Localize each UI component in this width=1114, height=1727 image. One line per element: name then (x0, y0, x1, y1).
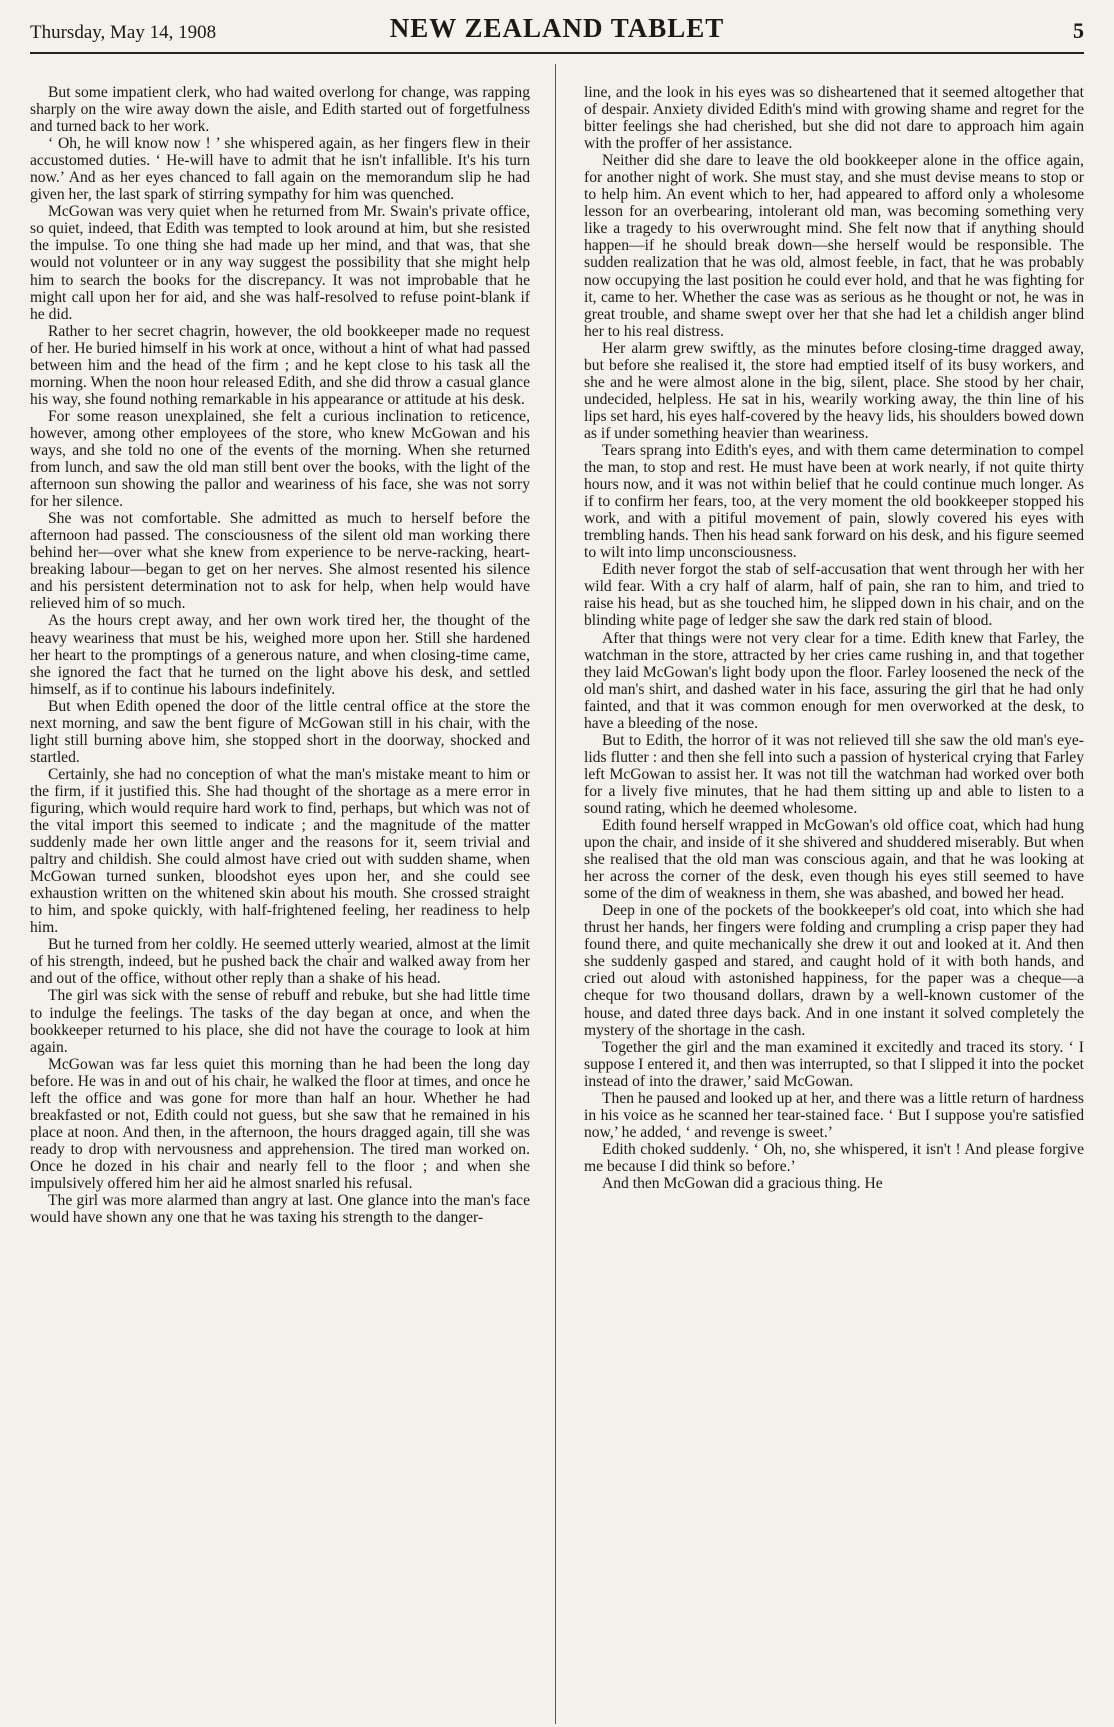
paragraph: As the hours crept away, and her own work tired her, the thought of the heavy weariness that must be his, weighed more upon her. Still she hardened her heart to the promptings of a generous nature, and when closing-time came, she ignored the fact that he turned on the light above his desk, and settled himself, as if to continue his labours indefinitely. (30, 612, 530, 698)
paragraph: ‘ Oh, he will know now ! ’ she whispered again, as her fingers flew in their accustomed duties. ‘ He-will have to admit that he isn't infallible. It's his turn now.’ And as her eyes chanced to fall again on the memorandum slip he had given her, the last spark of stirring sympathy for him was quenched. (30, 135, 530, 204)
paragraph: But some impatient clerk, who had waited overlong for change, was rapping sharply on the wire away down the aisle, and Edith started out of forgetfulness and turned back to her work. (30, 84, 530, 136)
issue-date: Thursday, May 14, 1908 (30, 22, 217, 43)
right-column (584, 84, 1084, 1226)
paragraph: Neither did she dare to leave the old bookkeeper alone in the office again, for another night of work. She must stay, and she must devise means to stop or to help him. An event which to her, had appeared to afford only a wholesome lesson for an overbearing, intolerant old man, was becoming something very like a tragedy to his overwrought mind. She felt now that if anything should happen—if he should break down—she herself would be responsible. The sudden realization that he was old, almost feeble, in fact, that he was probably now occupying the last position he could ever hold, and that he was fighting for it, came to her. Whether the case was as serious as he thought or not, he was in great trouble, and shame swept over her that she had let a childish anger blind her to his real distress. (584, 152, 1084, 340)
page-number: 5 (1073, 18, 1084, 43)
paragraph: She was not comfortable. She admitted as much to herself before the afternoon had passed. The consciousness of the silent old man working there behind her—over what she knew from experience to be nerve-racking, heart-breaking labour—began to get on her nerves. She almost resented his silence and his persistent determination not to ask for help, when help would have relieved him of so much. (30, 510, 530, 613)
article-columns (30, 84, 1084, 1226)
paragraph: Certainly, she had no conception of what the man's mistake meant to him or the firm, if it justified this. She had thought of the shortage as a mere error in figuring, which would require hard work to find, perhaps, but which was not of the vital import this seemed to indicate ; and the magnitude of the matter suddenly made her own little anger and the reasons for it, seem trivial and paltry and childish. She could almost have cried out with sudden shame, when McGowan turned sunken, bloodshot eyes upon her, and she could see exhaustion written on the whitened skin about his mouth. She crossed straight to him, and spoke quickly, with half-frightened feeling, her readiness to help him. (30, 765, 530, 937)
paragraph: Then he paused and looked up at her, and there was a little return of hardness in his voice as he scanned her tear-stained face. ‘ But I suppose you're satisfied now,’ he added, ‘ and revenge is sweet.’ (584, 1089, 1084, 1141)
paragraph: But to Edith, the horror of it was not relieved till she saw the old man's eye-lids flutter : and then she fell into such a passion of hysterical crying that Farley left McGowan to assist her. It was not till the watchman had worked over both for a lively five minutes, that he had them sitting up and able to listen to a sound rating, which he deemed wholesome. (584, 731, 1084, 817)
paragraph: Deep in one of the pockets of the bookkeeper's old coat, into which she had thrust her hands, her fingers were folding and crumpling a crisp paper they had found there, and quite mechanically she drew it out and looked at it. And then she suddenly gasped and stared, and caught hold of it with both hands, and cried out aloud with astonished happiness, for the paper was a cheque—a cheque for two thousand dollars, drawn by a well-known customer of the house, and dated three days back. And in one instant it solved completely the mystery of the shortage in the cash. (584, 902, 1084, 1039)
paragraph: Edith found herself wrapped in McGowan's old office coat, which had hung upon the chair, and inside of it she shivered and shuddered miserably. But when she realised that the old man was conscious again, and that he was looking at her across the corner of the desk, even though his eyes still seemed to have some of the dim of weakness in them, she was abashed, and bowed her head. (584, 817, 1084, 903)
column-divider (555, 64, 556, 1724)
paragraph: Edith choked suddenly. ‘ Oh, no, she whispered, it isn't ! And please forgive me because I did think so before.’ (584, 1140, 1084, 1175)
paragraph: line, and the look in his eyes was so disheartened that it seemed altogether that of despair. Anxiety divided Edith's mind with growing shame and regret for the bitter feelings she had cherished, but she did not dare to approach him again with the proffer of her assistance. (584, 84, 1084, 153)
paragraph: Edith never forgot the stab of self-accusation that went through her with her wild fear. With a cry half of alarm, half of pain, she ran to him, and tried to raise his head, but as she touched him, he slipped down in his chair, and on the blinding white page of ledger she saw the dark red stain of blood. (584, 561, 1084, 630)
paragraph: Tears sprang into Edith's eyes, and with them came determination to compel the man, to stop and rest. He must have been at work nearly, if not quite thirty hours now, and it was not within belief that he could continue much longer. As if to confirm her fears, too, at the very moment the old bookkeeper stopped his work, and with a pitiful movement of pain, slowly covered his eyes with trembling hands. Then his head sank forward on his desk, and his figure seemed to wilt into limp unconsciousness. (584, 441, 1084, 562)
paragraph: And then McGowan did a gracious thing. He (602, 1175, 883, 1192)
paragraph: McGowan was very quiet when he returned from Mr. Swain's private office, so quiet, indeed, that Edith was tempted to look around at him, but she resisted the impulse. To one thing she had made up her mind, and that was, that she would not volunteer or in any way suggest the possibility that she might help him to search the books for the discrepancy. It was not improbable that he might call upon her for aid, and she was half-resolved to refuse point-blank if he did. (30, 203, 530, 323)
paragraph: Her alarm grew swiftly, as the minutes before closing-time dragged away, but before she realised it, the store had emptied itself of its busy workers, and she and he were almost alone in the big, silent, place. She stood by her chair, undecided, helpless. He sat in his, wearily working away, the thin line of his lips set hard, his eyes half-covered by the heavy lids, his shoulders bowed down as if under something heavier than weariness. (584, 339, 1084, 442)
left-column (30, 84, 530, 1226)
paragraph: McGowan was far less quiet this morning than he had been the long day before. He was in and out of his chair, he walked the floor at times, and once he left the office and was gone for more than half an hour. Whether he had breakfasted or not, Edith could not guess, but she saw that he remained in his place at noon. And then, in the afternoon, the hours dragged again, till she was ready to drop with nervousness and apprehension. The tired man worked on. Once he dozed in his chair and nearly fell to the floor ; and when she impulsively offered him her aid he almost snarled his refusal. (30, 1055, 530, 1192)
paragraph: But he turned from her coldly. He seemed utterly wearied, almost at the limit of his strength, indeed, but he pushed back the chair and walked away from her and out of the office, without other reply than a shake of his head. (30, 936, 530, 988)
paragraph: For some reason unexplained, she felt a curious inclination to reticence, however, among other employees of the store, who knew McGowan and his ways, and she told no one of the events of the morning. When she returned from lunch, and saw the old man still bent over the books, with the light of the afternoon sun showing the pallor and weariness of his face, she was not sorry for her silence. (30, 407, 530, 511)
paragraph: Together the girl and the man examined it excitedly and traced its story. ‘ I suppose I entered it, and then was interrupted, so that I slipped it into the pocket instead of into the drawer,’ said McGowan. (584, 1038, 1084, 1090)
paragraph: After that things were not very clear for a time. Edith knew that Farley, the watchman in the store, attracted by her cries came rushing in, and that together they laid McGowan's light body upon the floor. Farley loosened the neck of the old man's shirt, and dashed water in his face, assuring the girl that he had only fainted, and that it was common enough for men overworked at the desk, to have a bleeding of the nose. (584, 629, 1084, 732)
page-header (30, 14, 1084, 48)
masthead-title: NEW ZEALAND TABLET (389, 13, 725, 43)
paragraph: Rather to her secret chagrin, however, the old bookkeeper made no request of her. He buried himself in his work at once, without a hint of what had passed between him and the head of the firm ; and he kept close to his task all the morning. When the noon hour released Edith, and she did throw a casual glance his way, she found nothing remarkable in his appearance or attitude at his desk. (30, 322, 530, 408)
paragraph: But when Edith opened the door of the little central office at the store the next morning, and saw the bent figure of McGowan still in his chair, with the light still burning above him, she stopped short in the doorway, shocked and startled. (30, 697, 530, 766)
paragraph: The girl was more alarmed than angry at last. One glance into the man's face would have shown any one that he was taxing his strength to the danger- (30, 1192, 530, 1227)
paragraph: The girl was sick with the sense of rebuff and rebuke, but she had little time to indulge the feelings. The tasks of the day began at once, and when the bookkeeper returned to his place, she did not have the courage to look at him again. (30, 987, 530, 1056)
header-rule (30, 52, 1084, 54)
